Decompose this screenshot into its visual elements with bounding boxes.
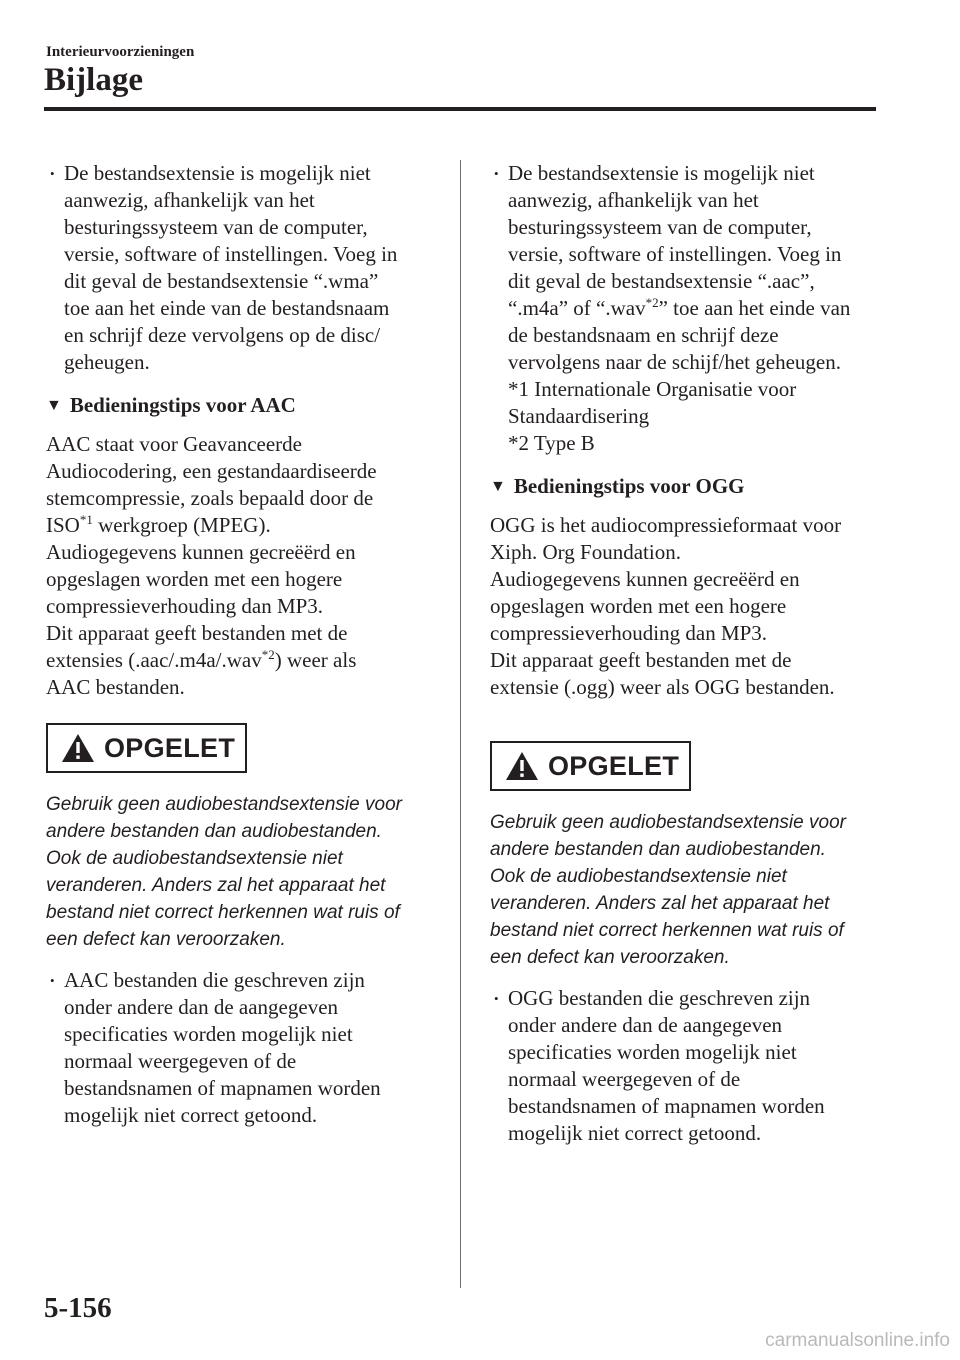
para-text: ) weer als (274, 648, 357, 672)
footnote-ref: *2 (261, 647, 275, 662)
bullet-ogg-files (490, 985, 880, 1147)
caution-text (490, 809, 880, 971)
bullet-line: specificaties worden mogelijk niet (508, 1040, 797, 1064)
bullet-line: de bestandsnaam en schrijf deze (508, 323, 779, 347)
column-divider (460, 160, 461, 1288)
bullet-text: ” toe aan het einde van (658, 296, 851, 320)
triangle-down-icon: ▼ (46, 397, 62, 414)
bullet-line: • De bestandsextensie is mogelijk niet (64, 161, 371, 185)
section-label: Interieurvoorzieningen (46, 44, 195, 60)
para-line: Xiph. Org Foundation. (490, 540, 681, 564)
caution-line: andere bestanden dan audiobestanden. (46, 821, 382, 842)
para-text: ISO (46, 513, 80, 537)
bullet-line (508, 295, 880, 322)
heading-ogg (490, 473, 880, 500)
footnote-ref: *1 (79, 512, 93, 527)
footnote-ref: *2 (645, 295, 659, 310)
caution-line: een defect kan veroorzaken. (46, 929, 286, 950)
para-line: Audiogegevens kunnen gecreëërd en (490, 567, 800, 591)
bullet-line: mogelijk niet correct getoond. (508, 1121, 762, 1145)
para-line: compressieverhouding dan MP3. (46, 594, 324, 618)
bullet-line: aanwezig, afhankelijk van het (64, 188, 315, 212)
bullet-line: dit geval de bestandsextensie “.wma” (64, 269, 379, 293)
para-line: opgeslagen worden met een hogere (490, 594, 787, 618)
ogg-description (490, 512, 880, 701)
footnote-1: *1 Internationale Organisatie voor (508, 377, 797, 401)
footnote-2: *2 Type B (508, 431, 595, 455)
page-title: Bijlage (44, 62, 143, 98)
page-number: 5-156 (44, 1292, 112, 1324)
bullet-line: • De bestandsextensie is mogelijk niet (508, 161, 815, 185)
para-line: Audiocodering, een gestandaardiseerde (46, 459, 377, 483)
aac-description (46, 431, 436, 701)
para-line: Dit apparaat geeft bestanden met de (490, 648, 792, 672)
bullet-line: versie, software of instellingen. Voeg in (64, 242, 398, 266)
warning-icon (60, 732, 96, 764)
caution-text (46, 791, 436, 953)
bullet-line: besturingssysteem van de computer, (64, 215, 368, 239)
bullet-aac-files (46, 967, 436, 1129)
caution-label: OPGELET (548, 750, 680, 781)
header-divider (44, 107, 876, 111)
caution-line: bestand niet correct herkennen wat ruis of (490, 920, 844, 941)
heading-aac (46, 392, 436, 419)
para-line (46, 512, 436, 539)
bullet-line: • AAC bestanden die geschreven zijn (64, 968, 365, 992)
bullet-line: toe aan het einde van de bestandsnaam (64, 296, 390, 320)
para-line: compressieverhouding dan MP3. (490, 621, 768, 645)
caution-label: OPGELET (104, 732, 236, 763)
heading-aac-text: Bedieningstips voor AAC (69, 393, 296, 417)
para-text: extensies (.aac/.m4a/.wav (46, 648, 262, 672)
para-line: extensie (.ogg) weer als OGG bestanden. (490, 675, 835, 699)
bullet-line: dit geval de bestandsextensie “.aac”, (508, 269, 815, 293)
bullet-wma-extension (46, 160, 436, 376)
bullet-line: bestandsnamen of mapnamen worden (508, 1094, 825, 1118)
caution-box (490, 741, 691, 791)
bullet-aac-extension (490, 160, 880, 457)
caution-line: Gebruik geen audiobestandsextensie voor (490, 812, 846, 833)
heading-ogg-text: Bedieningstips voor OGG (513, 474, 745, 498)
watermark: carmanualsonline.info (765, 1330, 950, 1351)
bullet-line: versie, software of instellingen. Voeg in (508, 242, 842, 266)
caution-line: veranderen. Anders zal het apparaat het (490, 893, 830, 914)
bullet-line: specificaties worden mogelijk niet (64, 1022, 353, 1046)
bullet-line: besturingssysteem van de computer, (508, 215, 812, 239)
bullet-line: mogelijk niet correct getoond. (64, 1103, 318, 1127)
para-line: stemcompressie, zoals bepaald door de (46, 486, 374, 510)
caution-line: een defect kan veroorzaken. (490, 947, 730, 968)
footnote-1-cont: Standaardisering (508, 404, 650, 428)
bullet-text: “.m4a” of “.wav (508, 296, 646, 320)
bullet-line: normaal weergegeven of de (64, 1049, 297, 1073)
caution-line: bestand niet correct herkennen wat ruis of (46, 902, 400, 923)
bullet-line: • OGG bestanden die geschreven zijn (508, 986, 811, 1010)
caution-line: andere bestanden dan audiobestanden. (490, 839, 826, 860)
bullet-line: onder andere dan de aangegeven (64, 995, 339, 1019)
bullet-line: aanwezig, afhankelijk van het (508, 188, 759, 212)
bullet-line: onder andere dan de aangegeven (508, 1013, 783, 1037)
caution-line: Ook de audiobestandsextensie niet (46, 848, 343, 869)
bullet-line: en schrijf deze vervolgens op de disc/ (64, 323, 381, 347)
caution-line: veranderen. Anders zal het apparaat het (46, 875, 386, 896)
bullet-line: vervolgens naar de schijf/het geheugen. (508, 350, 841, 374)
warning-icon (504, 750, 540, 782)
para-line: OGG is het audiocompressieformaat voor (490, 513, 842, 537)
caution-box (46, 723, 247, 773)
para-line: Audiogegevens kunnen gecreëërd en (46, 540, 356, 564)
triangle-down-icon: ▼ (490, 478, 506, 495)
right-column (490, 160, 880, 1161)
caution-line: Gebruik geen audiobestandsextensie voor (46, 794, 402, 815)
para-line (46, 647, 436, 674)
para-text: werkgroep (MPEG). (92, 513, 271, 537)
para-line: AAC bestanden. (46, 675, 185, 699)
caution-line: Ook de audiobestandsextensie niet (490, 866, 787, 887)
bullet-line: normaal weergegeven of de (508, 1067, 741, 1091)
para-line: AAC staat voor Geavanceerde (46, 432, 302, 456)
para-line: opgeslagen worden met een hogere (46, 567, 343, 591)
bullet-line: bestandsnamen of mapnamen worden (64, 1076, 381, 1100)
para-line: Dit apparaat geeft bestanden met de (46, 621, 348, 645)
bullet-line: geheugen. (64, 350, 150, 374)
left-column (46, 160, 436, 1143)
